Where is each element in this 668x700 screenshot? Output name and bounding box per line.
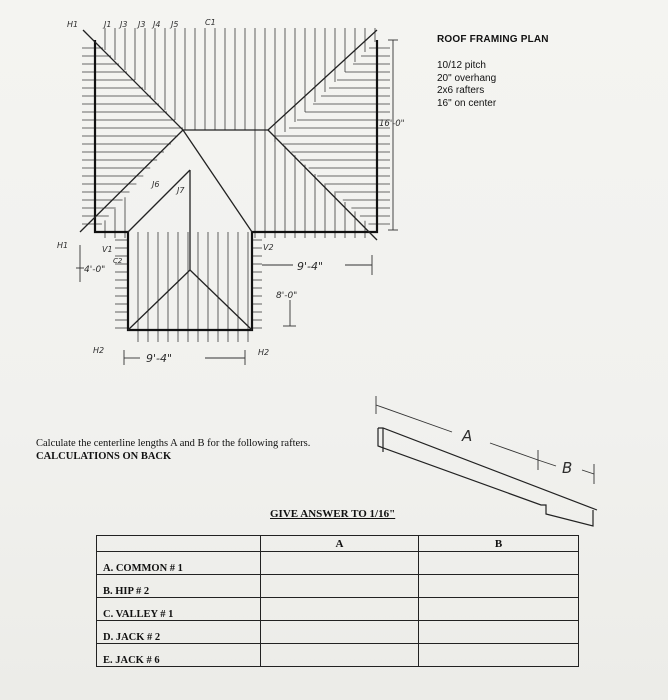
plan-specs (437, 60, 496, 110)
answer-table (96, 535, 579, 667)
row-label-common-1: A. COMMON # 1 (97, 552, 261, 575)
answer-heading: GIVE ANSWER TO 1/16" (270, 508, 396, 520)
label-h2-left: H2 (93, 346, 105, 355)
row-label-jack-6: E. JACK # 6 (97, 644, 261, 667)
instructions-line1: Calculate the centerline lengths A and B for the following rafters. (36, 438, 311, 449)
label-c2: C2 (113, 257, 123, 265)
answer-cell-b[interactable] (419, 644, 579, 667)
label-j3b: J3 (138, 20, 146, 29)
rafter-label-b: B (562, 459, 573, 477)
table-row (97, 552, 579, 575)
header-b: B (419, 536, 579, 552)
instructions (36, 437, 310, 463)
label-j4: J4 (153, 20, 161, 29)
row-label-jack-2: D. JACK # 2 (97, 621, 261, 644)
row-label-hip-2: B. HIP # 2 (97, 575, 261, 598)
rafter-outline (378, 428, 597, 526)
label-dim-8: 8'-0" (276, 291, 298, 301)
table-row (97, 575, 579, 598)
table-row (97, 644, 579, 667)
label-h2-right: H2 (258, 348, 270, 357)
answer-header-row (97, 536, 579, 552)
header-blank (97, 536, 261, 552)
answer-cell-b[interactable] (419, 552, 579, 575)
label-v1: V1 (102, 245, 113, 254)
row-label-valley-1: C. VALLEY # 1 (97, 598, 261, 621)
rafter-detail-drawing (376, 396, 597, 526)
spec-spacing: 16" on center (437, 97, 497, 109)
spec-overhang: 20" overhang (437, 72, 497, 84)
answer-cell-b[interactable] (419, 621, 579, 644)
plan-title: ROOF FRAMING PLAN (437, 34, 549, 45)
spec-rafters: 2x6 rafters (437, 85, 485, 96)
answer-cell-a[interactable] (261, 644, 419, 667)
table-row (97, 598, 579, 621)
label-dim-94-right: 9'-4" (297, 260, 324, 273)
answer-cell-a[interactable] (261, 552, 419, 575)
answer-cell-a[interactable] (261, 575, 419, 598)
label-j3: J3 (120, 20, 128, 29)
spec-pitch: 10/12 pitch (437, 60, 486, 71)
label-j5: J5 (171, 20, 179, 29)
rafter-label-a: A (462, 427, 473, 445)
instructions-line2: CALCULATIONS ON BACK (36, 451, 172, 462)
label-j7: J7 (177, 186, 185, 195)
table-row (97, 621, 579, 644)
label-h1-top: H1 (67, 20, 79, 29)
header-a: A (261, 536, 419, 552)
label-dim-16: 16'-0" (379, 119, 405, 129)
hips-and-valleys (80, 30, 377, 330)
answer-cell-a[interactable] (261, 598, 419, 621)
answer-cell-b[interactable] (419, 575, 579, 598)
answer-cell-b[interactable] (419, 598, 579, 621)
label-h1-side: H1 (57, 241, 69, 250)
label-j6: J6 (152, 180, 160, 189)
label-v2: V2 (263, 243, 274, 252)
label-dim-4: 4'-0" (84, 265, 106, 275)
plan-handwritten-labels (57, 18, 405, 365)
answer-cell-a[interactable] (261, 621, 419, 644)
label-dim-94-bottom: 9'-4" (146, 352, 173, 365)
label-c1: C1 (205, 18, 216, 27)
label-j1: J1 (104, 20, 112, 29)
